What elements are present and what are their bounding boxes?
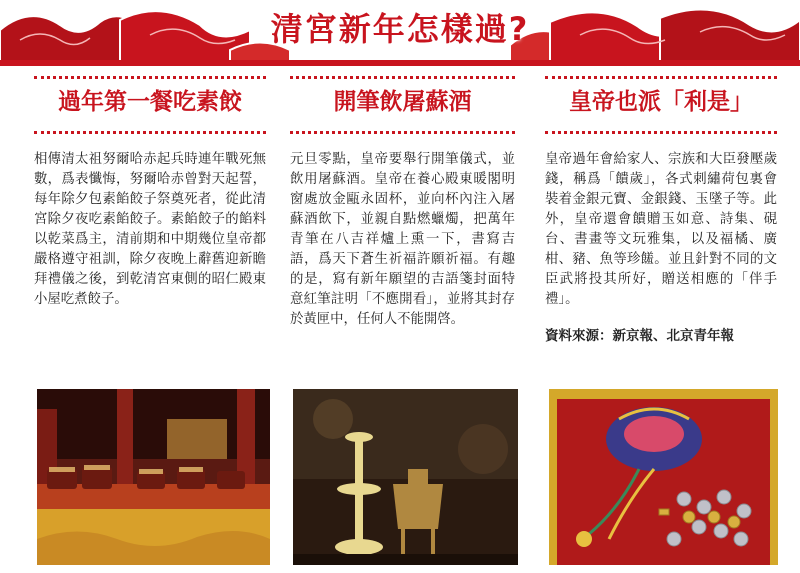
column-lai-see bbox=[545, 76, 777, 344]
column-tusu-wine bbox=[290, 76, 515, 330]
title-banner bbox=[0, 0, 800, 66]
column-heading: 開筆飲屠蘇酒 bbox=[333, 88, 472, 115]
palace-hall-dumpling-photo bbox=[37, 389, 270, 565]
page-title: 清宮新年怎樣過? bbox=[270, 10, 530, 48]
column-heading-box bbox=[290, 76, 515, 134]
column-heading-box bbox=[34, 76, 266, 134]
column-heading: 過年第一餐吃素餃 bbox=[58, 88, 242, 115]
golden-cup-photo bbox=[293, 389, 518, 565]
column-text: 相傳清太祖努爾哈赤起兵時連年戰死無數，爲表懺悔，努爾哈赤曾對天起誓，每年除夕包素餡餃子祭奠死者，從此清宮除夕夜吃素餡餃子。素餡餃子的餡料以乾菜爲主，清前期和中期幾位皇帝都嚴格遵守祖訓，除夕夜晚上辭舊迎新瞻拜禮儀之後，到乾清宮東側的昭仁殿東小屋吃煮餃子。 bbox=[34, 152, 266, 307]
column-heading: 皇帝也派「利是」 bbox=[569, 88, 753, 115]
column-text: 皇帝過年會給家人、宗族和大臣發壓歲錢，稱爲「饋歲」，各式刺繡荷包裏會裝着金銀元寶、金銀錢、玉墜子等。此外，皇帝還會饋贈玉如意、詩集、硯台、書畫等文玩雅集，以及福橘、廣柑、豬、魚等珍饈。並且針對不同的文臣武將投其所好，贈送相應的「伴手禮」。 bbox=[545, 152, 777, 307]
column-heading-box bbox=[545, 76, 777, 134]
column-dumplings bbox=[34, 76, 266, 310]
embroidered-pouch-coins-photo bbox=[549, 389, 778, 565]
source-credit: 資料來源：新京報、北京青年報 bbox=[545, 328, 734, 344]
column-text: 元旦零點，皇帝要舉行開筆儀式，並飲用屠蘇酒。皇帝在養心殿東暖閣明窗處放金甌永固杯，並向杯內注入屠蘇酒飲下，並親自點燃蠟燭，把萬年青筆在八吉祥爐上熏一下，書寫吉語，爲天下蒼生祈福許願祈福。有趣的是，寫有新年願望的吉語箋封面特意紅筆註明「不應開看」，並將其封存於黃匣中，任何人不能開啓。 bbox=[290, 152, 515, 327]
